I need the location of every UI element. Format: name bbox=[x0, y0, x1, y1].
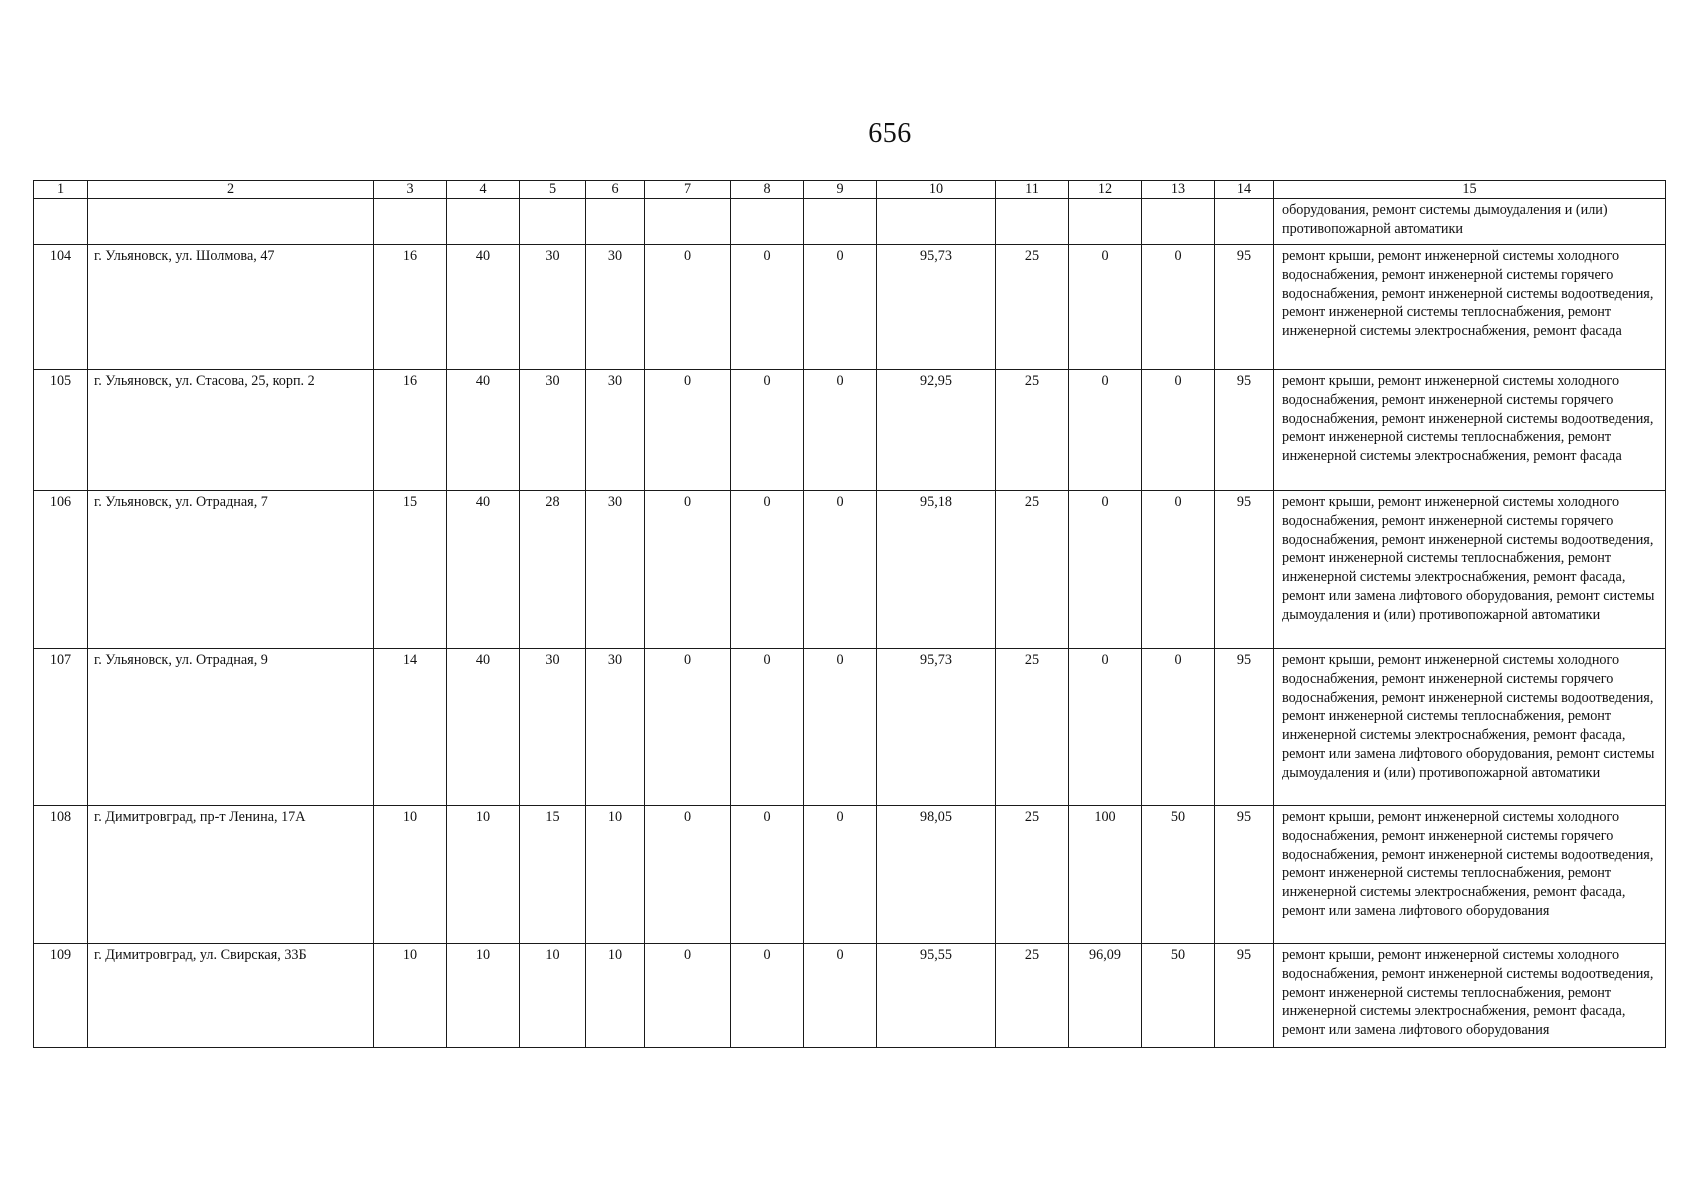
value-cell: 0 bbox=[731, 491, 804, 649]
value-cell: 10 bbox=[447, 944, 520, 1048]
works-cell: ремонт крыши, ремонт инженерной системы холодного водоснабжения, ремонт инженерной системы горячего водоснабжения, ремонт инженерной системы водоотведения, ремонт инженерной системы теплоснабжения, ремонт инженерной системы электроснабжения, ремонт фасада, ремонт или замена лифтового оборудования bbox=[1274, 806, 1666, 944]
value-cell: 0 bbox=[804, 491, 877, 649]
row-number: 106 bbox=[34, 491, 88, 649]
value-cell: 0 bbox=[1142, 491, 1215, 649]
value-cell: 30 bbox=[520, 649, 586, 806]
value-cell: 95 bbox=[1215, 806, 1274, 944]
table-row bbox=[34, 370, 1666, 491]
value-cell: 0 bbox=[1142, 370, 1215, 491]
column-number: 10 bbox=[877, 181, 996, 199]
value-cell: 100 bbox=[1069, 806, 1142, 944]
value-cell: 40 bbox=[447, 649, 520, 806]
value-cell: 0 bbox=[645, 370, 731, 491]
address-cell: г. Ульяновск, ул. Отрадная, 9 bbox=[88, 649, 374, 806]
value-cell: 25 bbox=[996, 370, 1069, 491]
value-cell bbox=[447, 199, 520, 245]
value-cell: 0 bbox=[645, 944, 731, 1048]
value-cell: 0 bbox=[1142, 649, 1215, 806]
value-cell: 0 bbox=[804, 806, 877, 944]
table-row bbox=[34, 649, 1666, 806]
value-cell bbox=[1215, 199, 1274, 245]
value-cell: 95 bbox=[1215, 649, 1274, 806]
value-cell: 95,73 bbox=[877, 649, 996, 806]
value-cell: 0 bbox=[1142, 245, 1215, 370]
value-cell: 0 bbox=[804, 944, 877, 1048]
value-cell: 30 bbox=[586, 491, 645, 649]
value-cell: 40 bbox=[447, 245, 520, 370]
address-cell: г. Ульяновск, ул. Стасова, 25, корп. 2 bbox=[88, 370, 374, 491]
value-cell bbox=[996, 199, 1069, 245]
column-number: 7 bbox=[645, 181, 731, 199]
value-cell: 10 bbox=[520, 944, 586, 1048]
column-number: 14 bbox=[1215, 181, 1274, 199]
column-number: 6 bbox=[586, 181, 645, 199]
row-number: 107 bbox=[34, 649, 88, 806]
value-cell: 16 bbox=[374, 245, 447, 370]
value-cell: 0 bbox=[1069, 245, 1142, 370]
column-number: 9 bbox=[804, 181, 877, 199]
value-cell: 95,55 bbox=[877, 944, 996, 1048]
value-cell bbox=[374, 199, 447, 245]
value-cell: 0 bbox=[1069, 649, 1142, 806]
column-number-row bbox=[34, 181, 1666, 199]
column-number: 12 bbox=[1069, 181, 1142, 199]
works-cell: ремонт крыши, ремонт инженерной системы холодного водоснабжения, ремонт инженерной системы горячего водоснабжения, ремонт инженерной системы водоотведения, ремонт инженерной системы теплоснабжения, ремонт инженерной системы электроснабжения, ремонт фасада bbox=[1274, 245, 1666, 370]
works-cell: ремонт крыши, ремонт инженерной системы холодного водоснабжения, ремонт инженерной системы водоотведения, ремонт инженерной системы теплоснабжения, ремонт инженерной системы электроснабжения, ремонт фасада, ремонт или замена лифтового оборудования bbox=[1274, 944, 1666, 1048]
value-cell bbox=[731, 199, 804, 245]
column-number: 11 bbox=[996, 181, 1069, 199]
table-row bbox=[34, 199, 1666, 245]
row-number: 108 bbox=[34, 806, 88, 944]
value-cell: 0 bbox=[645, 245, 731, 370]
value-cell: 0 bbox=[731, 649, 804, 806]
table-row bbox=[34, 944, 1666, 1048]
value-cell: 10 bbox=[374, 944, 447, 1048]
column-number: 2 bbox=[88, 181, 374, 199]
value-cell: 0 bbox=[804, 370, 877, 491]
value-cell: 25 bbox=[996, 649, 1069, 806]
value-cell: 0 bbox=[804, 245, 877, 370]
address-cell: г. Димитровград, пр-т Ленина, 17А bbox=[88, 806, 374, 944]
value-cell: 28 bbox=[520, 491, 586, 649]
value-cell: 30 bbox=[586, 245, 645, 370]
table-row bbox=[34, 245, 1666, 370]
column-number: 3 bbox=[374, 181, 447, 199]
value-cell: 0 bbox=[731, 245, 804, 370]
row-number: 105 bbox=[34, 370, 88, 491]
address-cell bbox=[88, 199, 374, 245]
address-cell: г. Димитровград, ул. Свирская, 33Б bbox=[88, 944, 374, 1048]
value-cell: 95 bbox=[1215, 491, 1274, 649]
value-cell: 50 bbox=[1142, 944, 1215, 1048]
value-cell: 98,05 bbox=[877, 806, 996, 944]
column-number: 4 bbox=[447, 181, 520, 199]
table-row bbox=[34, 491, 1666, 649]
value-cell: 96,09 bbox=[1069, 944, 1142, 1048]
value-cell: 10 bbox=[586, 944, 645, 1048]
value-cell: 10 bbox=[447, 806, 520, 944]
value-cell: 25 bbox=[996, 245, 1069, 370]
value-cell: 0 bbox=[804, 649, 877, 806]
repair-program-table bbox=[33, 180, 1666, 1048]
value-cell: 0 bbox=[1069, 370, 1142, 491]
row-number: 104 bbox=[34, 245, 88, 370]
value-cell: 15 bbox=[520, 806, 586, 944]
row-number: 109 bbox=[34, 944, 88, 1048]
value-cell: 50 bbox=[1142, 806, 1215, 944]
value-cell: 30 bbox=[586, 649, 645, 806]
value-cell: 30 bbox=[586, 370, 645, 491]
value-cell: 95 bbox=[1215, 370, 1274, 491]
value-cell: 10 bbox=[374, 806, 447, 944]
value-cell: 30 bbox=[520, 370, 586, 491]
value-cell: 95,73 bbox=[877, 245, 996, 370]
value-cell: 95 bbox=[1215, 944, 1274, 1048]
value-cell: 40 bbox=[447, 370, 520, 491]
address-cell: г. Ульяновск, ул. Шолмова, 47 bbox=[88, 245, 374, 370]
value-cell: 0 bbox=[731, 944, 804, 1048]
value-cell: 0 bbox=[645, 491, 731, 649]
value-cell bbox=[804, 199, 877, 245]
value-cell: 15 bbox=[374, 491, 447, 649]
value-cell: 0 bbox=[731, 370, 804, 491]
value-cell bbox=[645, 199, 731, 245]
value-cell bbox=[877, 199, 996, 245]
value-cell bbox=[1142, 199, 1215, 245]
value-cell: 16 bbox=[374, 370, 447, 491]
column-number: 5 bbox=[520, 181, 586, 199]
value-cell: 40 bbox=[447, 491, 520, 649]
value-cell: 30 bbox=[520, 245, 586, 370]
value-cell: 25 bbox=[996, 491, 1069, 649]
value-cell: 0 bbox=[1069, 491, 1142, 649]
value-cell: 95,18 bbox=[877, 491, 996, 649]
value-cell bbox=[1069, 199, 1142, 245]
value-cell: 25 bbox=[996, 806, 1069, 944]
works-cell: ремонт крыши, ремонт инженерной системы холодного водоснабжения, ремонт инженерной системы горячего водоснабжения, ремонт инженерной системы водоотведения, ремонт инженерной системы теплоснабжения, ремонт инженерной системы электроснабжения, ремонт фасада, ремонт или замена лифтового оборудования, ремонт системы дымоудаления и (или) противопожарной автоматики bbox=[1274, 491, 1666, 649]
address-cell: г. Ульяновск, ул. Отрадная, 7 bbox=[88, 491, 374, 649]
value-cell: 10 bbox=[586, 806, 645, 944]
value-cell bbox=[520, 199, 586, 245]
value-cell: 25 bbox=[996, 944, 1069, 1048]
value-cell bbox=[586, 199, 645, 245]
value-cell: 95 bbox=[1215, 245, 1274, 370]
works-cell: ремонт крыши, ремонт инженерной системы холодного водоснабжения, ремонт инженерной системы горячего водоснабжения, ремонт инженерной системы водоотведения, ремонт инженерной системы теплоснабжения, ремонт инженерной системы электроснабжения, ремонт фасада, ремонт или замена лифтового оборудования, ремонт системы дымоудаления и (или) противопожарной автоматики bbox=[1274, 649, 1666, 806]
column-number: 8 bbox=[731, 181, 804, 199]
column-number: 1 bbox=[34, 181, 88, 199]
value-cell: 14 bbox=[374, 649, 447, 806]
row-number bbox=[34, 199, 88, 245]
table-body bbox=[34, 181, 1666, 1048]
value-cell: 0 bbox=[645, 649, 731, 806]
table-row bbox=[34, 806, 1666, 944]
value-cell: 0 bbox=[645, 806, 731, 944]
value-cell: 0 bbox=[731, 806, 804, 944]
value-cell: 92,95 bbox=[877, 370, 996, 491]
works-cell: ремонт крыши, ремонт инженерной системы холодного водоснабжения, ремонт инженерной системы горячего водоснабжения, ремонт инженерной системы водоотведения, ремонт инженерной системы теплоснабжения, ремонт инженерной системы электроснабжения, ремонт фасада bbox=[1274, 370, 1666, 491]
column-number: 15 bbox=[1274, 181, 1666, 199]
column-number: 13 bbox=[1142, 181, 1215, 199]
page-number: 656 bbox=[868, 118, 912, 149]
works-cell: оборудования, ремонт системы дымоудаления и (или) противопожарной автоматики bbox=[1274, 199, 1666, 245]
